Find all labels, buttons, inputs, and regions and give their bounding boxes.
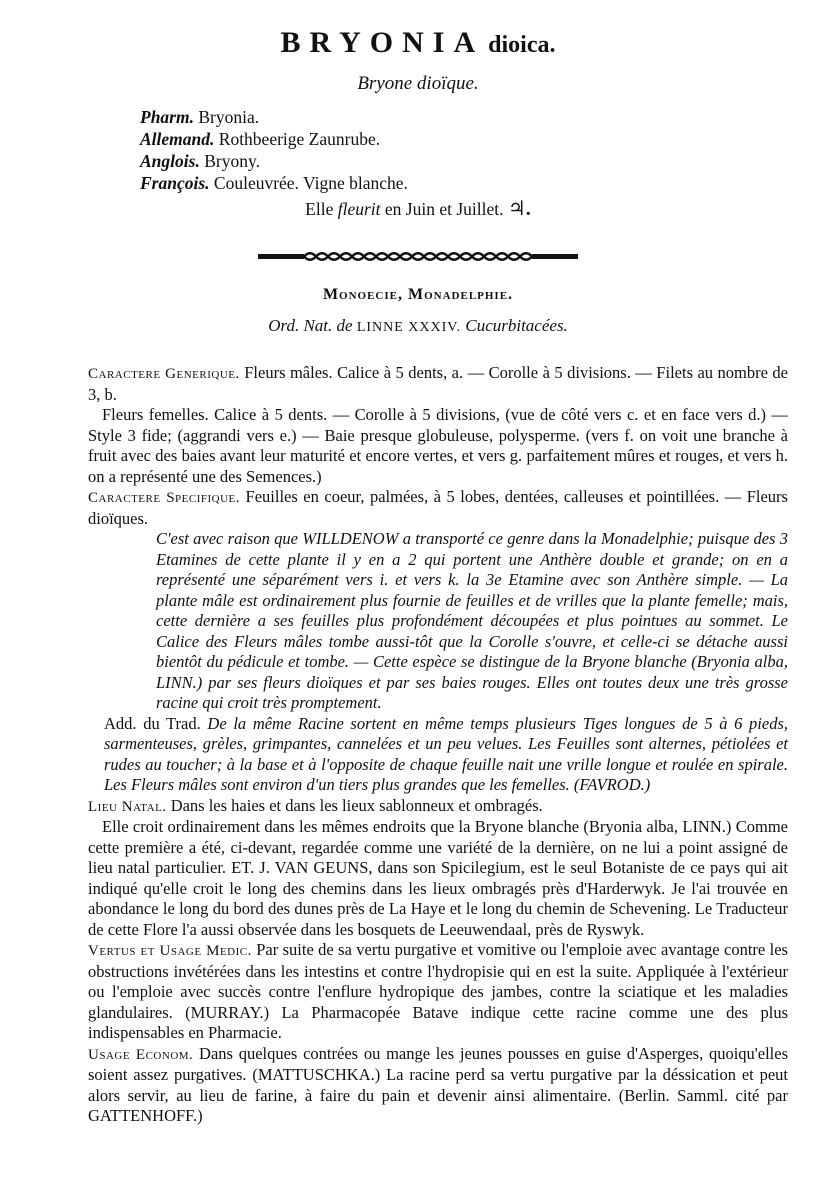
native-habitat xyxy=(88,796,788,818)
section-text: Feuilles en coeur, palmées, à 5 lobes, dentées, calleuses et pointillées. — Fleurs dioïques. xyxy=(88,487,788,528)
name-label: François. xyxy=(140,173,210,193)
name-row-francois xyxy=(140,172,408,194)
name-label: Anglois. xyxy=(140,151,200,171)
name-value: Bryony. xyxy=(204,151,260,171)
name-label: Pharm. xyxy=(140,107,194,127)
name-value: Rothbeerige Zaunrube. xyxy=(218,129,381,149)
flowering-verb: fleurit xyxy=(337,199,381,219)
species-name: dioica. xyxy=(488,32,556,58)
medical-uses xyxy=(88,940,788,1044)
habitat-details: Elle croit ordinairement dans les mêmes endroits que la Bryone blanche (Bryonia alba, LINN.) Comme cette première a été, ci-devant, regardée comme une variété de la dernière, on ne lui a point assigné de lieu natal particulier. ET. J. VAN GEUNS, dans son Spicilegium, est le seul Botaniste de ce pays qui ait indiqué qu'elle croit le long des chemins dans les lieux ombragés près d'Harderwyk. Je l'ai trouvée en abondance le long du bord des dunes près de La Haye et le long du chemin de Schevening. Le Traducteur de cette Flore l'a aussi observée dans les bosquets de Leeuwendaal, près de Ryswyk. xyxy=(88,817,788,939)
ord-prefix: Ord. Nat. de xyxy=(268,316,353,335)
vernacular-names-list xyxy=(140,106,408,194)
natural-order-line xyxy=(0,316,836,336)
page-title xyxy=(0,26,836,60)
section-label: Vertus et Usage Medic. xyxy=(88,943,252,959)
section-label: Caractere Generique. xyxy=(88,366,240,382)
section-text: Fleurs mâles. Calice à 5 dents, a. — Corolle à 5 divisions. — Filets au nombre de 3, b. xyxy=(88,363,788,404)
perennial-symbol-icon: ♃. xyxy=(507,198,531,220)
name-row-pharm xyxy=(140,106,408,128)
section-text: Dans les haies et dans les lieux sablonneux et ombragés. xyxy=(166,795,543,815)
flowering-line xyxy=(0,196,836,221)
section-text: De la même Racine sortent en même temps plusieurs Tiges longues de 5 à 6 pieds, sarmenteuses, grèles, grimpantes, cannelées et un peu velues. Les Feuilles sont alternes, pétiolées et rudes au toucher; à la base et à l'opposite de chaque feuille nait une vrille longue et roulée en spirale. Les Fleurs mâles sont environ d'un tiers plus grandes que les femelles. (FAVROD.) xyxy=(104,713,789,794)
linne-order: LINNE XXXIV. xyxy=(356,320,462,335)
economic-uses xyxy=(88,1044,788,1127)
generic-character xyxy=(88,363,788,405)
name-label: Allemand. xyxy=(140,129,215,149)
flowering-pre: Elle xyxy=(305,199,334,219)
genus-name: BRYONIA xyxy=(280,26,485,59)
description-body xyxy=(88,363,788,1127)
female-flowers: Fleurs femelles. Calice à 5 dents. — Corolle à 5 divisions, (vue de côté vers c. et en face vers d.) — Style 3 fide; (aggrandi vers e.) — Baie presque globuleuse, polysperme. (vers f. on voit une branche à fruit avec des baies avant leur maturité et encore vertes, et vers g. parfaitement mûres et rouges, et vers h. on a représenté une des Semences.) xyxy=(88,405,788,486)
section-text: Par suite de sa vertu purgative et vomitive ou l'emploie avec avantage contre les obstructions invétérées dans les intestins et contre l'hydropisie qui en est la suite. Appliquée à l'extérieur ou l'emploie avec succès contre l'enflure hydropique des jambes, contre la sciatique et les maladies glandulaires. (MURRAY.) La Pharmacopée Batave indique cette racine comme une des plus indispensables en Pharmacie. xyxy=(88,940,788,1042)
name-value: Couleuvrée. Vigne blanche. xyxy=(213,173,408,193)
willdenow-note: C'est avec raison que WILLDENOW a transporté ce genre dans la Monadelphie; puisque des 3 Etamines de cette plante il y en a 2 qui portent une Anthère double et grande; on en a représenté une séparément vers i. et vers k. la 3e Etamine avec son Anthère simple. — La plante mâle est ordinairement plus fournie de feuilles et de vrilles que la plante femelle; mais, cette dernière a ses feuilles plus profondément découpées et plus pointues au sommet. Le Calice des Fleurs mâles tombe aussi-tôt que la Corolle s'ouvre, et celle-ci se détache aussi bientôt du pédicule et tombe. — Cette espèce se distingue de la Bryone blanche (Bryonia alba, LINN.) par ses fleurs dioïques et par ses baies rouges. Elles ont toutes deux une très grosse racine qui croit très promptement. xyxy=(156,529,788,712)
specific-character xyxy=(88,487,788,529)
name-row-anglois xyxy=(140,150,408,172)
name-row-allemand xyxy=(140,128,408,150)
name-value: Bryonia. xyxy=(198,107,260,127)
section-label: Lieu Natal. xyxy=(88,798,167,815)
ornament-divider-icon xyxy=(258,247,578,265)
family-name: Cucurbitacées. xyxy=(465,316,568,335)
translator-addition xyxy=(104,714,788,796)
section-label: Caractere Specifique. xyxy=(88,490,241,506)
section-label: Usage Econom. xyxy=(88,1046,194,1063)
section-text: Dans quelques contrées ou mange les jeunes pousses en guise d'Asperges, quoiqu'elles soient assez purgatives. (MATTUSCHKA.) La racine perd sa vertu purgative par la déssication et peut alors servir, au lieu de farine, à faire du pain et devenir ainsi alimentaire. (Berlin. Samml. cité par GATTENHOFF.) xyxy=(88,1043,788,1125)
french-common-name: Bryone dioïque. xyxy=(357,73,479,94)
linnaean-class: Monoecie, Monadelphie. xyxy=(322,286,514,303)
section-label: Add. du Trad. xyxy=(104,713,201,733)
flowering-post: en Juin et Juillet. xyxy=(384,199,504,219)
